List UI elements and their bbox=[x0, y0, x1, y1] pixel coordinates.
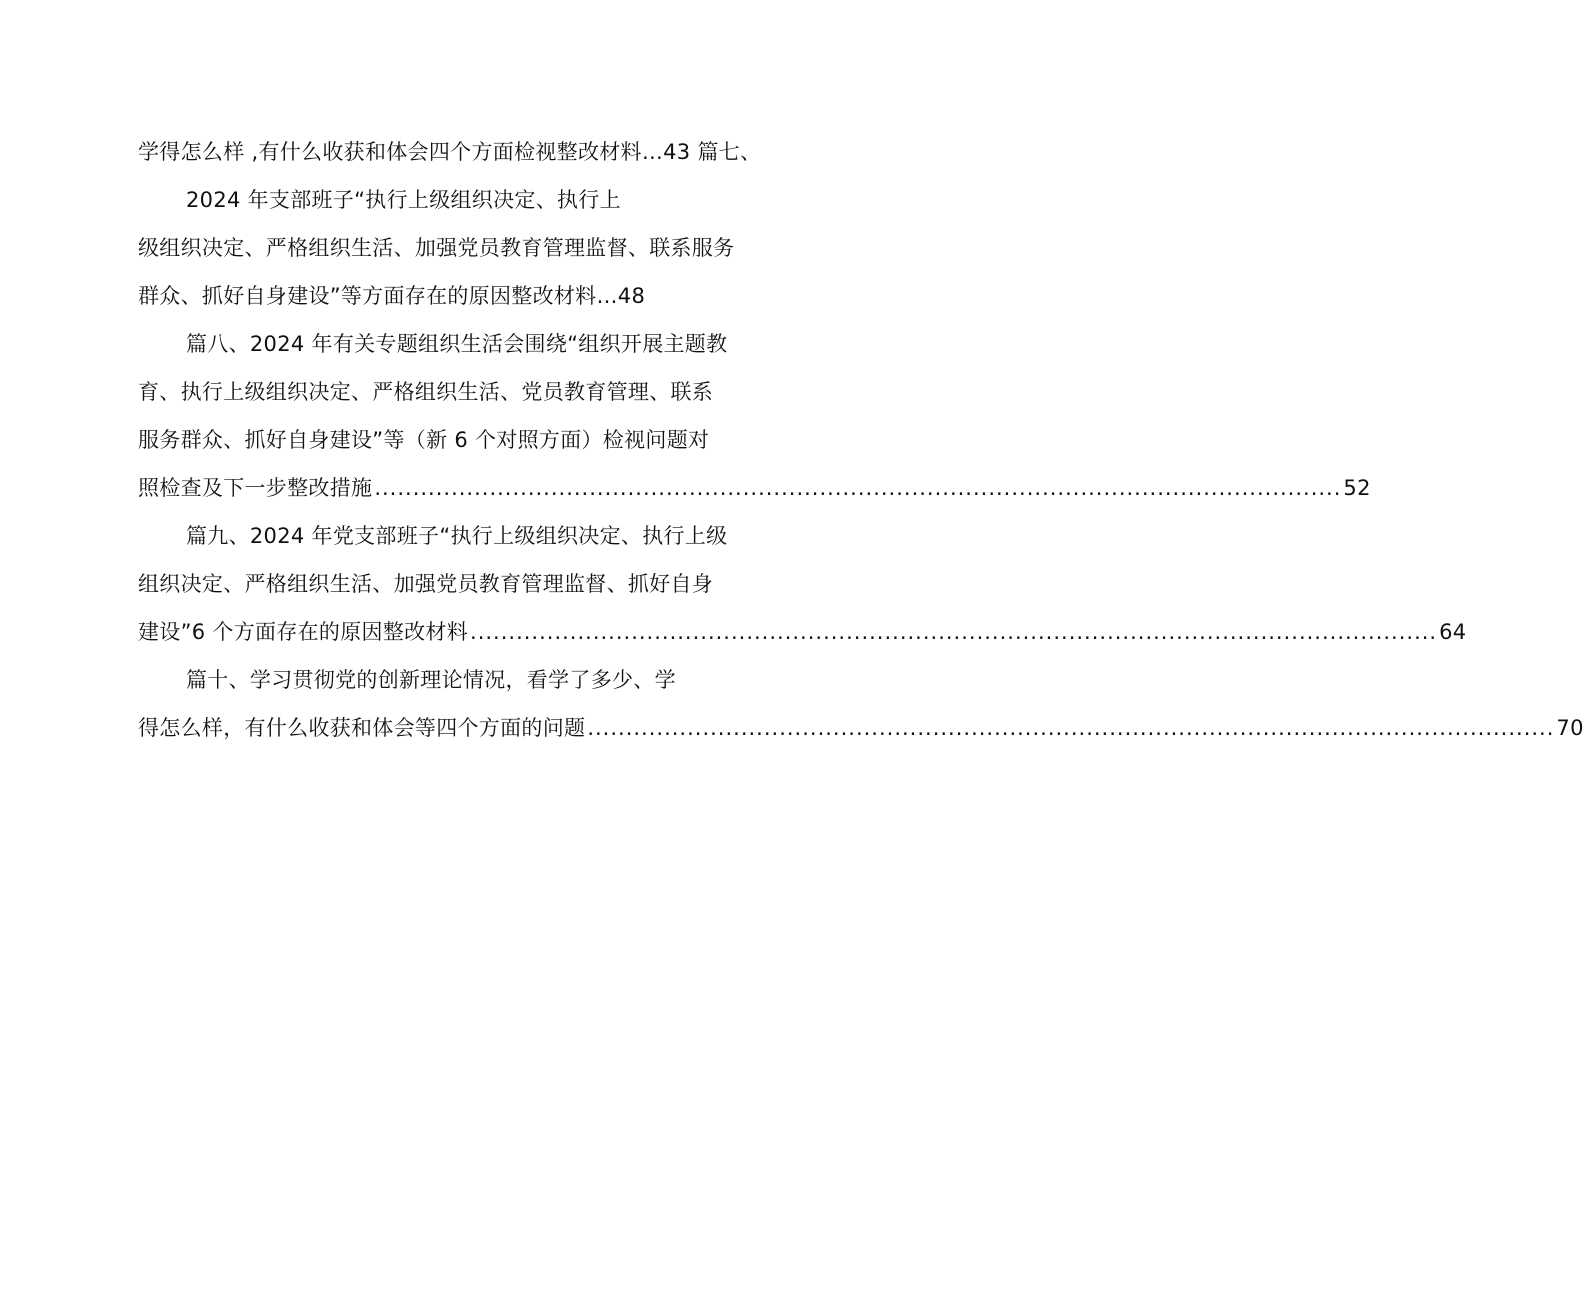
toc-entry-text: 照检查及下一步整改措施 bbox=[138, 476, 373, 500]
toc-entry-text: 建设”6 个方面存在的原因整改材料 bbox=[138, 620, 469, 644]
toc-entry-10-line: 篇十、学习贯彻党的创新理论情况，看学了多少、学 bbox=[186, 668, 676, 692]
dot-leader: .............................................................................................................................. bbox=[587, 716, 1555, 740]
page-number: 64 bbox=[1439, 620, 1467, 644]
toc-line: 级组织决定、严格组织生活、加强党员教育管理监督、联系服务 bbox=[138, 236, 735, 260]
toc-entry-8-line: 篇八、2024 年有关专题组织生活会围绕“组织开展主题教 bbox=[186, 332, 728, 356]
toc-entry-10-leader-line bbox=[138, 704, 1584, 752]
toc-entry-8-leader-line bbox=[138, 464, 1371, 512]
toc-entry-8-line: 育、执行上级组织决定、严格组织生活、党员教育管理、联系 bbox=[138, 380, 714, 404]
page-number: 52 bbox=[1343, 476, 1371, 500]
toc-line: 群众、抓好自身建设”等方面存在的原因整改材料…48 bbox=[138, 284, 646, 308]
toc-entry-9-line: 篇九、2024 年党支部班子“执行上级组织决定、执行上级 bbox=[186, 524, 728, 548]
table-of-contents bbox=[138, 128, 1584, 752]
toc-line: 2024 年支部班子“执行上级组织决定、执行上 bbox=[186, 188, 621, 212]
toc-entry-9-leader-line bbox=[138, 608, 1467, 656]
toc-line: 学得怎么样 ,有什么收获和体会四个方面检视整改材料…43 篇七、 bbox=[138, 140, 762, 164]
toc-entry-9-line: 组织决定、严格组织生活、加强党员教育管理监督、抓好自身 bbox=[138, 572, 714, 596]
page-number: 70 bbox=[1556, 716, 1584, 740]
dot-leader: .............................................................................................................................. bbox=[470, 620, 1438, 644]
toc-entry-8-line: 服务群众、抓好自身建设”等（新 6 个对照方面）检视问题对 bbox=[138, 428, 710, 452]
toc-entry-text: 得怎么样，有什么收获和体会等四个方面的问题 bbox=[138, 716, 586, 740]
dot-leader: .............................................................................................................................. bbox=[374, 476, 1342, 500]
